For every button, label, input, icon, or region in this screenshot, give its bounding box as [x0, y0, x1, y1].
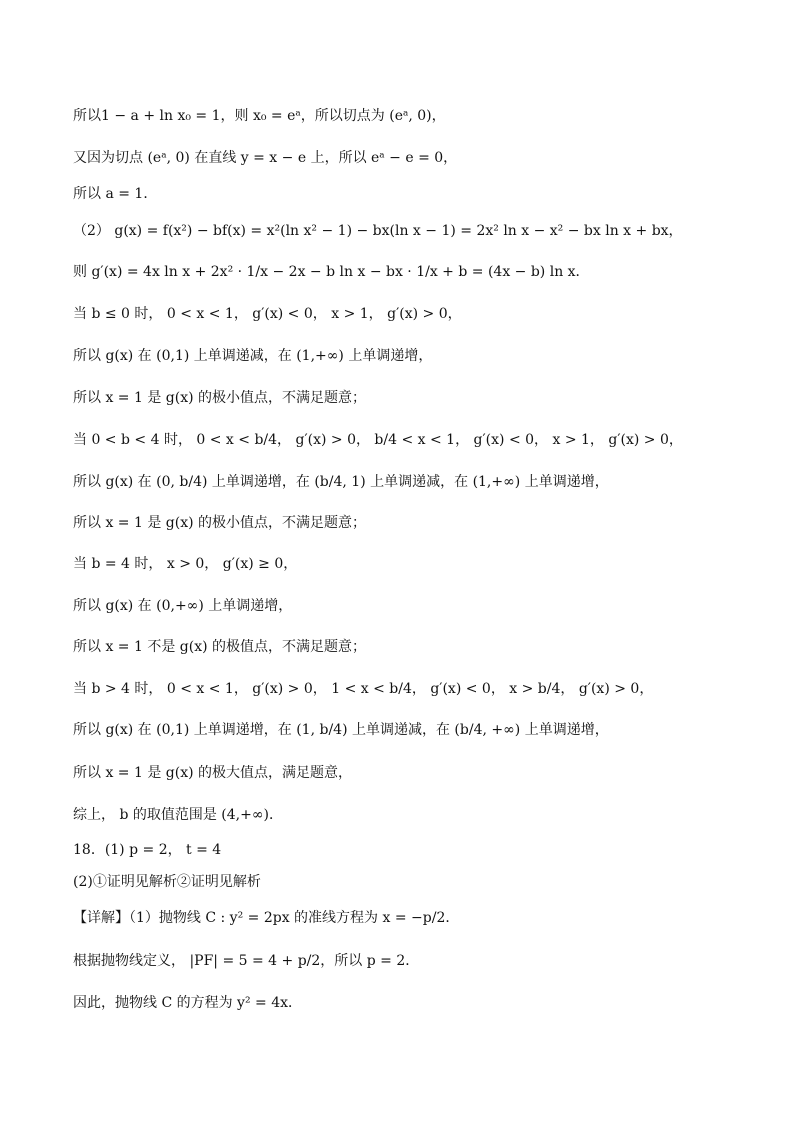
text-line: （2） g(x) = f(x²) − bf(x) = x²(ln x² − 1) − bx(ln x − 1) = 2x² ln x − x² − bx ln x + bx，	[73, 223, 683, 239]
text-line: 当 b = 4 时， x > 0， g′(x) ≥ 0，	[73, 556, 298, 572]
text-line: (2)①证明见解析②证明见解析	[73, 874, 261, 890]
text-line: 因此，抛物线 C 的方程为 y² = 4x．	[73, 995, 303, 1011]
detail-heading-line: 【详解】（1）抛物线 C : y² = 2px 的准线方程为 x = −p/2．	[73, 910, 460, 926]
text-line: 所以 x = 1 不是 g(x) 的极值点，不满足题意；	[73, 639, 367, 655]
text-line: 当 b ≤ 0 时， 0 < x < 1， g′(x) < 0， x > 1， g′(x) > 0，	[73, 306, 462, 322]
text-line: 则 g′(x) = 4x ln x + 2x² · 1/x − 2x − b ln x − bx · 1/x + b = (4x − b) ln x．	[73, 264, 590, 280]
text-line: 所以 g(x) 在 (0,1) 上单调递增，在 (1, b/4) 上单调递减，在 (b/4, +∞) 上单调递增，	[73, 722, 609, 738]
text-line: 所以 x = 1 是 g(x) 的极小值点，不满足题意；	[73, 515, 367, 531]
text-line: 所以 g(x) 在 (0,+∞) 上单调递增，	[73, 598, 293, 614]
text-line: 所以 a = 1．	[73, 186, 158, 202]
question-number-line: 18．(1) p = 2， t = 4	[73, 842, 222, 858]
text-line: 所以 x = 1 是 g(x) 的极大值点，满足题意，	[73, 765, 353, 781]
text-line: 当 b > 4 时， 0 < x < 1， g′(x) > 0， 1 < x < b/4， g′(x) < 0， x > b/4， g′(x) > 0，	[73, 681, 654, 697]
text-line: 又因为切点 (eᵃ, 0) 在直线 y = x − e 上，所以 eᵃ − e = 0，	[73, 150, 458, 166]
text-line: 综上， b 的取值范围是 (4,+∞)．	[73, 807, 283, 823]
text-line: 所以 g(x) 在 (0, b/4) 上单调递增，在 (b/4, 1) 上单调递减，在 (1,+∞) 上单调递增，	[73, 474, 609, 490]
text-line: 当 0 < b < 4 时， 0 < x < b/4， g′(x) > 0， b/4 < x < 1， g′(x) < 0， x > 1， g′(x) > 0，	[73, 432, 683, 448]
text-line: 所以 x = 1 是 g(x) 的极小值点，不满足题意；	[73, 390, 367, 406]
text-line: 所以1 − a + ln x₀ = 1，则 x₀ = eᵃ，所以切点为 (eᵃ, 0)，	[73, 108, 446, 124]
text-line: 所以 g(x) 在 (0,1) 上单调递减，在 (1,+∞) 上单调递增，	[73, 348, 433, 364]
text-line: 根据抛物线定义， |PF| = 5 = 4 + p/2，所以 p = 2．	[73, 953, 420, 969]
